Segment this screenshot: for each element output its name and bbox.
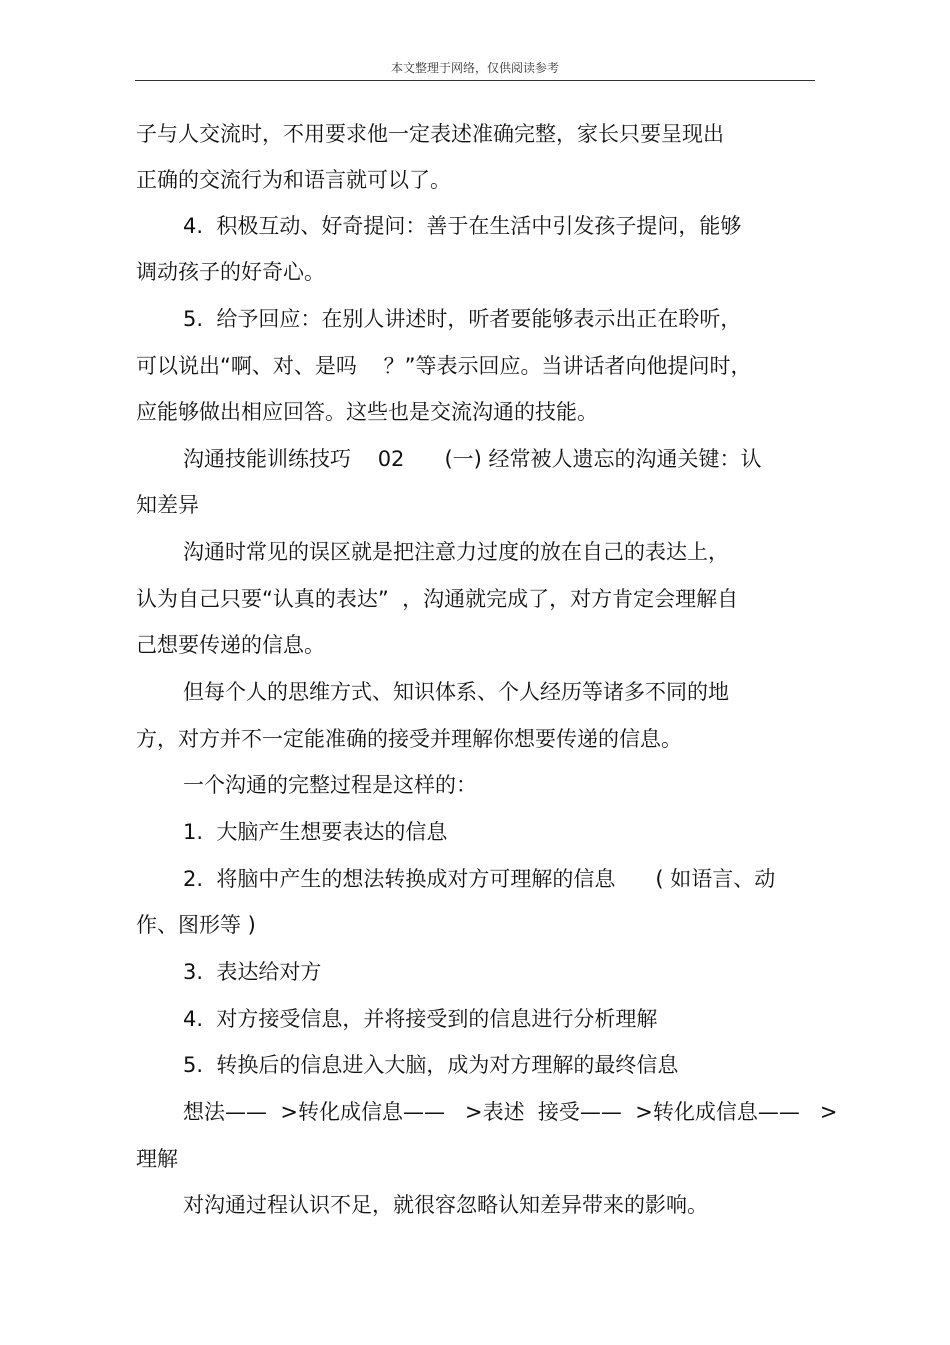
text-line: 对沟通过程认识不足，就很容忽略认知差异带来的影响。 xyxy=(183,1193,708,1217)
text-line: 5. 给予回应：在别人讲述时，听者要能够表示出正在聆听， xyxy=(183,307,742,331)
header-rule xyxy=(135,80,815,81)
text-line: 1. 大脑产生想要表达的信息 xyxy=(183,820,448,844)
text-line: 但每个人的思维方式、知识体系、个人经历等诸多不同的地 xyxy=(183,680,729,704)
text-line: 认为自己只要“认真的表达” ，沟通就完成了，对方肯定会理解自 xyxy=(136,587,739,611)
text-line: 子与人交流时，不用要求他一定表述准确完整，家长只要呈现出 xyxy=(136,122,724,146)
text-line: 正确的交流行为和语言就可以了。 xyxy=(136,168,451,192)
text-line: 调动孩子的好奇心。 xyxy=(136,260,325,284)
text-line: 沟通技能训练技巧 02 (一) 经常被人遗忘的沟通关键：认 xyxy=(183,447,762,471)
text-line: 4. 对方接受信息，并将接受到的信息进行分析理解 xyxy=(183,1007,658,1031)
text-line: 理解 xyxy=(136,1147,178,1171)
text-line: 己想要传递的信息。 xyxy=(136,633,325,657)
text-line: 想法—— >转化成信息—— >表述 接受—— >转化成信息—— > xyxy=(183,1100,838,1124)
text-line: 4. 积极互动、好奇提问：善于在生活中引发孩子提问，能够 xyxy=(183,214,742,238)
text-line: 5. 转换后的信息进入大脑，成为对方理解的最终信息 xyxy=(183,1053,679,1077)
text-line: 方，对方并不一定能准确的接受并理解你想要传递的信息。 xyxy=(136,727,682,751)
text-line: 应能够做出相应回答。这些也是交流沟通的技能。 xyxy=(136,400,598,424)
text-line: 3. 表达给对方 xyxy=(183,960,322,984)
text-line: 作、图形等 ) xyxy=(136,913,256,937)
page-header: 本文整理于网络，仅供阅读参考 xyxy=(390,61,559,75)
text-line: 沟通时常见的误区就是把注意力过度的放在自己的表达上， xyxy=(183,540,729,564)
text-line: 2. 将脑中产生的想法转换成对方可理解的信息 ( 如语言、动 xyxy=(183,867,776,891)
text-line: 一个沟通的完整过程是这样的： xyxy=(183,773,477,797)
text-line: 知差异 xyxy=(136,493,199,517)
text-line: 可以说出“啊、对、是吗 ？”等表示回应。当讲话者向他提问时， xyxy=(136,354,752,378)
